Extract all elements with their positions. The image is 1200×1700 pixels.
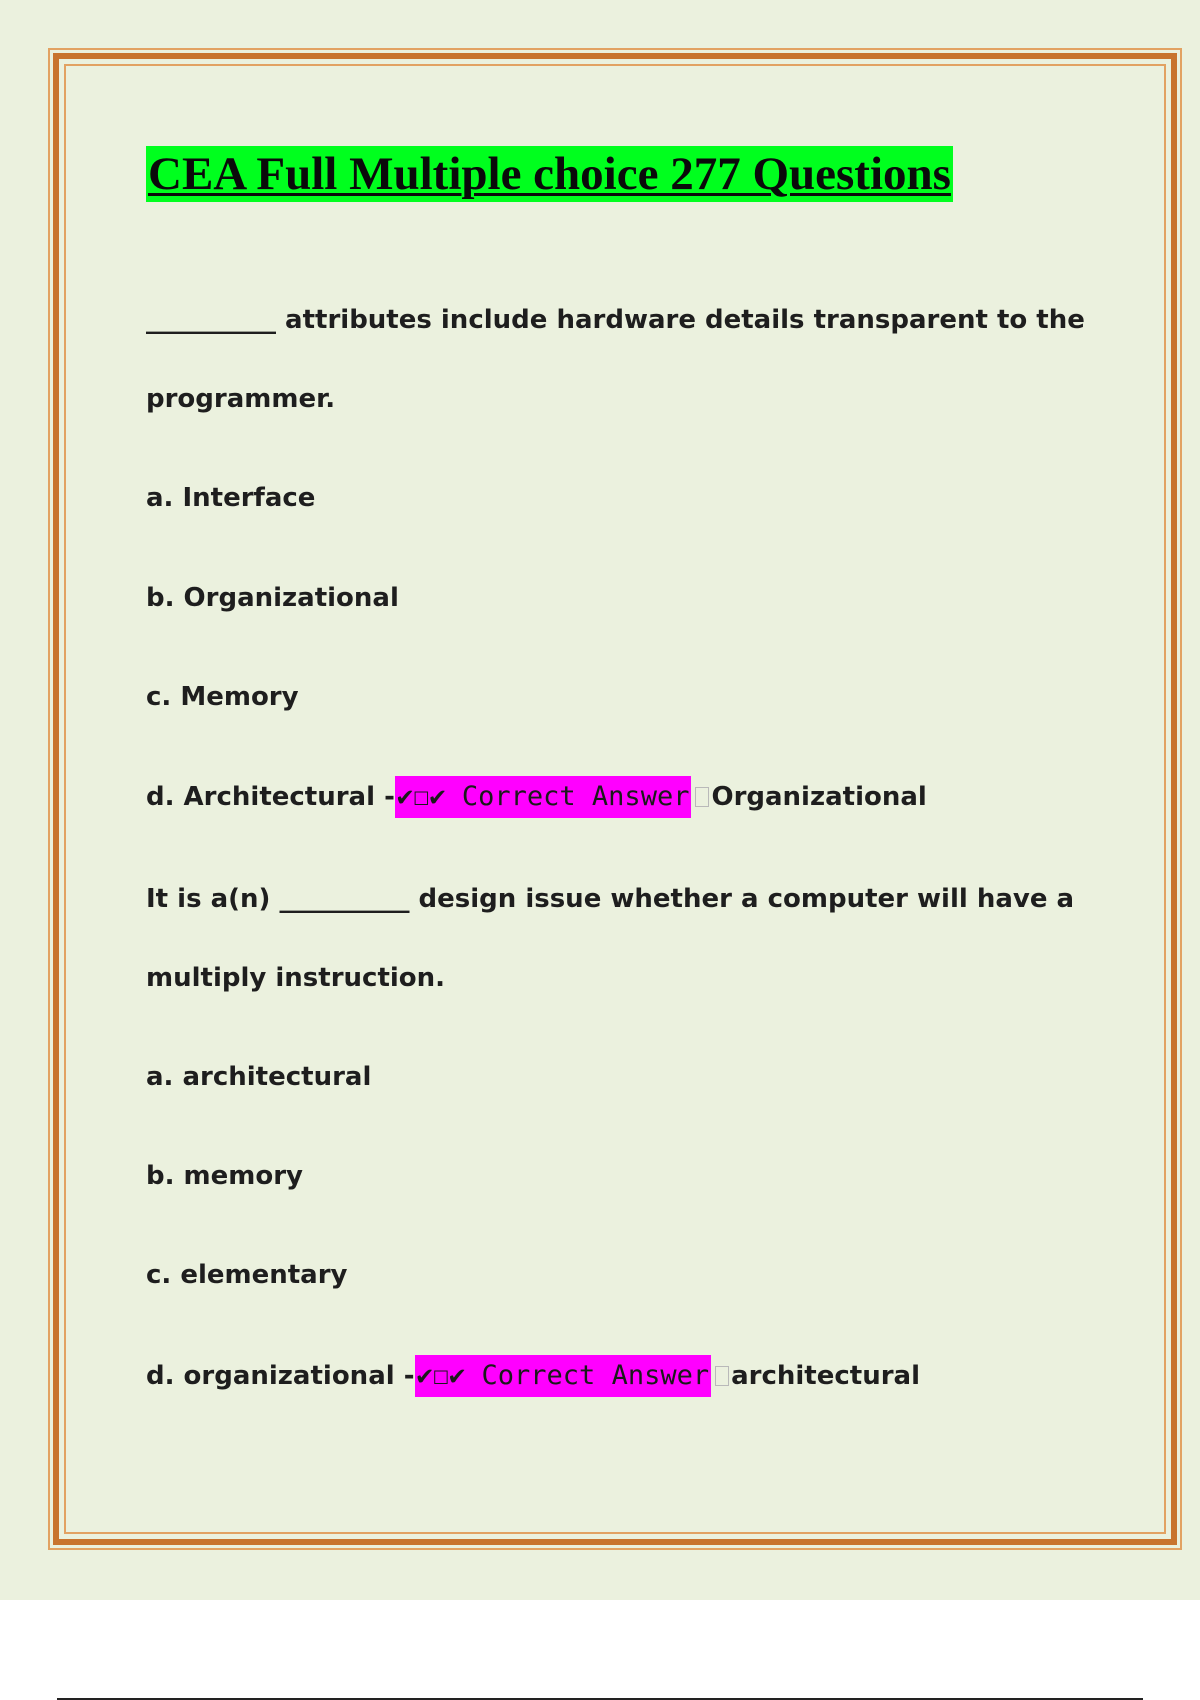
missing-glyph-box-icon [715, 1366, 729, 1386]
question-2-option-d-label: d. organizational - [146, 1361, 415, 1391]
question-2-option-c: c. elementary [146, 1260, 348, 1290]
question-1-text-line-2: programmer. [146, 384, 336, 414]
question-1-option-d [146, 776, 927, 818]
question-1-correct-answer: Organizational [711, 782, 927, 812]
question-2-text-line-1: It is a(n) __________ design issue whether a computer will have a [146, 884, 1075, 914]
document-title: CEA Full Multiple choice 277 Questions [148, 148, 951, 200]
question-1-option-b: b. Organizational [146, 583, 399, 613]
question-1-option-a: a. Interface [146, 483, 316, 513]
question-2-correct-answer: architectural [731, 1361, 921, 1391]
question-2-text-line-2: multiply instruction. [146, 963, 446, 993]
missing-glyph-box-icon [695, 787, 709, 807]
question-2-option-d [146, 1355, 920, 1397]
question-1-option-d-label: d. Architectural - [146, 782, 395, 812]
correct-answer-badge: ✔☐✔ Correct Answer [415, 1355, 712, 1397]
question-1-text-line-1: __________ attributes include hardware details transparent to the [146, 305, 1085, 335]
question-2-option-a: a. architectural [146, 1062, 372, 1092]
question-1-option-c: c. Memory [146, 682, 299, 712]
question-2-option-b: b. memory [146, 1161, 303, 1191]
correct-answer-badge: ✔☐✔ Correct Answer [395, 776, 692, 818]
